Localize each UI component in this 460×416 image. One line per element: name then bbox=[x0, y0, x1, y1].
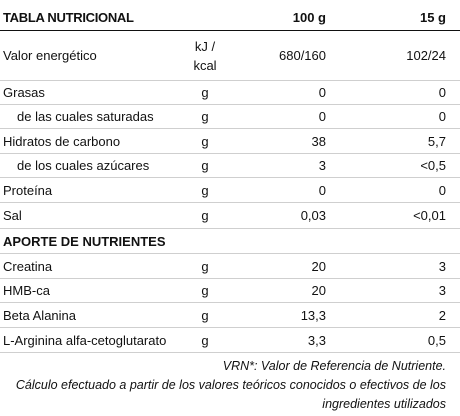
section-header bbox=[0, 229, 460, 254]
value-15g: 5,7 bbox=[427, 133, 446, 149]
unit-kcal: kcal bbox=[193, 57, 217, 73]
table-row bbox=[0, 178, 460, 203]
value-100g: 0 bbox=[318, 109, 326, 124]
row-label: Sal bbox=[3, 208, 22, 223]
value-100g: 680/160 bbox=[279, 48, 326, 63]
value-15g: <0,5 bbox=[420, 158, 446, 173]
row-unit: g bbox=[201, 307, 209, 323]
table-row bbox=[0, 154, 460, 178]
value-15g: 3 bbox=[438, 258, 446, 274]
table-row bbox=[0, 254, 460, 279]
table-row bbox=[0, 328, 460, 353]
row-unit: g bbox=[201, 258, 209, 274]
value-100g: 20 bbox=[311, 258, 326, 274]
row-label: Grasas bbox=[3, 85, 45, 100]
column-header-100g: 100 g bbox=[292, 9, 326, 25]
row-unit: g bbox=[201, 158, 209, 173]
row-label: Valor energético bbox=[3, 48, 97, 63]
row-label: de las cuales saturadas bbox=[17, 109, 154, 124]
calculation-note-line2: ingredientes utilizados bbox=[322, 397, 446, 411]
row-unit: g bbox=[201, 208, 209, 223]
row-unit: g bbox=[201, 85, 209, 100]
row-label: L-Arginina alfa-cetoglutarato bbox=[3, 332, 167, 348]
table-row bbox=[0, 279, 460, 303]
row-unit: g bbox=[201, 109, 209, 124]
row-unit bbox=[170, 31, 240, 80]
value-15g: 3 bbox=[438, 283, 446, 298]
table-title: TABLA NUTRICIONAL bbox=[3, 9, 134, 25]
column-header-15g: 15 g bbox=[419, 9, 446, 25]
value-100g: 38 bbox=[311, 133, 326, 149]
calculation-note-line1: Cálculo efectuado a partir de los valores teóricos conocidos o efectivos de los bbox=[15, 378, 446, 392]
row-label: Proteína bbox=[3, 182, 53, 198]
row-unit: g bbox=[201, 182, 209, 198]
table-row bbox=[0, 81, 460, 105]
value-100g: 3,3 bbox=[307, 332, 326, 348]
row-label: Creatina bbox=[3, 258, 53, 274]
table-row bbox=[0, 203, 460, 229]
value-15g: 0,5 bbox=[427, 332, 446, 348]
row-unit: g bbox=[201, 283, 209, 298]
value-100g: 0 bbox=[318, 85, 326, 100]
table-row bbox=[0, 303, 460, 328]
value-100g: 13,3 bbox=[300, 307, 326, 323]
energy-row bbox=[0, 31, 460, 81]
table-header bbox=[0, 4, 460, 31]
unit-kj: kJ / bbox=[194, 38, 216, 54]
value-100g: 3 bbox=[318, 158, 326, 173]
vrn-note: VRN*: Valor de Referencia de Nutriente. bbox=[222, 359, 446, 373]
value-15g: 0 bbox=[438, 182, 446, 198]
value-15g: <0,01 bbox=[413, 208, 446, 223]
row-label: Hidratos de carbono bbox=[3, 133, 121, 149]
value-100g: 0,03 bbox=[300, 208, 326, 223]
value-15g: 0 bbox=[438, 85, 446, 100]
value-100g: 0 bbox=[318, 182, 326, 198]
section-title: APORTE DE NUTRIENTES bbox=[3, 233, 166, 249]
row-label: de los cuales azúcares bbox=[17, 158, 150, 173]
value-15g: 2 bbox=[438, 307, 446, 323]
value-100g: 20 bbox=[311, 283, 326, 298]
table-row bbox=[0, 129, 460, 154]
row-label: Beta Alanina bbox=[3, 307, 77, 323]
value-15g: 0 bbox=[438, 109, 446, 124]
row-label: HMB-ca bbox=[3, 283, 50, 298]
value-15g: 102/24 bbox=[406, 48, 446, 63]
table-row bbox=[0, 105, 460, 129]
row-unit: g bbox=[201, 133, 209, 149]
row-unit: g bbox=[201, 332, 209, 348]
